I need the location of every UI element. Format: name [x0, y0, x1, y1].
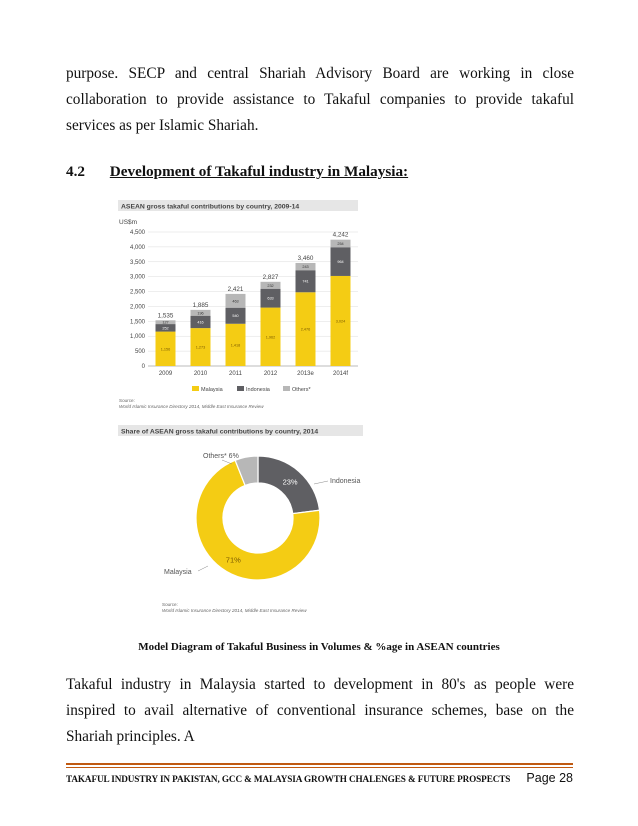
section-title: Development of Takaful industry in Malaysia:: [109, 163, 409, 180]
bar-y-tick-label: 3,000: [129, 274, 145, 281]
bar-chart-ylabel: US$m: [119, 219, 138, 226]
legend-swatch-indonesia: [237, 386, 244, 391]
intro-paragraph: purpose. SECP and central Shariah Advisory Board are working in close collaboration to provide assistance to Takaful companies to provide takaful services as per Islamic Shariah.: [66, 65, 574, 134]
bar-value-label: 540: [232, 314, 239, 319]
footer-rule-thin: [66, 767, 573, 768]
bar-total-label: 4,242: [332, 231, 349, 239]
bar-value-label: 243: [302, 265, 309, 270]
bar-value-label: 416: [197, 320, 204, 325]
body-paragraph: Takaful industry in Malaysia started to development in 80's as people were inspired to avail alternative of conventional insurance schemes, base on the Shariah principles. A: [66, 676, 574, 745]
bar-value-label: 2,476: [300, 327, 311, 332]
bar-value-label: 1,156: [160, 347, 171, 352]
section-heading: [66, 163, 408, 181]
bar-y-tick-label: 3,500: [129, 259, 145, 266]
legend-label-indonesia: Indonesia: [246, 387, 270, 393]
bar-value-label: 1,273: [195, 345, 206, 350]
bar-value-label: 741: [302, 279, 309, 284]
bar-total-label: 2,421: [227, 285, 244, 293]
bar-value-label: 254: [337, 241, 344, 246]
legend-label-malaysia: Malaysia: [201, 387, 223, 393]
bar-chart-source-text: World Islamic Insurance Directory 2014, Middle East Insurance Review: [119, 404, 264, 409]
bar-x-tick-label: 2009: [158, 371, 173, 377]
legend-swatch-malaysia: [192, 386, 199, 391]
bar-value-label: 463: [232, 299, 239, 304]
donut-chart-source-text: World Islamic Insurance Directory 2014, Middle East Insurance Review: [162, 608, 307, 613]
bar-y-tick-label: 1,000: [129, 334, 145, 341]
bar-value-label: 252: [162, 326, 169, 331]
bar-value-label: 127: [162, 320, 169, 325]
donut-slice-label: 23%: [282, 477, 298, 487]
bar-y-tick-label: 4,000: [129, 244, 145, 251]
bar-value-label: 964: [337, 260, 344, 265]
bar-value-label: 1,418: [230, 343, 241, 348]
bar-value-label: 3,024: [335, 319, 346, 324]
bar-x-tick-label: 2011: [229, 371, 242, 377]
bar-x-tick-label: 2010: [193, 371, 208, 377]
bar-value-label: 196: [197, 311, 204, 316]
bar-chart-title: ASEAN gross takaful contributions by country, 2009-14: [121, 203, 300, 211]
bar-x-tick-label: 2014f: [332, 371, 349, 377]
page-number: Page 28: [526, 771, 573, 785]
bar-x-tick-label: 2013e: [297, 371, 314, 377]
footer-title: TAKAFUL INDUSTRY IN PAKISTAN, GCC & MALAYSIA GROWTH CHALENGES & FUTURE PROSPECTS: [66, 774, 511, 784]
donut-label-malaysia: Malaysia: [164, 569, 192, 576]
donut-leader-indonesia: [314, 481, 328, 484]
bar-y-tick-label: 0: [141, 364, 145, 370]
bar-y-tick-label: 4,500: [129, 230, 145, 236]
takaful-figure-svg: [118, 196, 378, 621]
legend-label-others: Others*: [292, 387, 311, 393]
bar-x-tick-label: 2012: [263, 371, 278, 377]
bar-total-label: 1,885: [192, 301, 209, 309]
donut-chart-source-label: Source:: [162, 602, 178, 607]
donut-label-indonesia: Indonesia: [330, 478, 361, 485]
legend-swatch-others: [283, 386, 290, 391]
donut-label-others: Others* 6%: [203, 453, 239, 460]
bar-y-tick-label: 2,500: [129, 289, 145, 296]
footer-rule: [66, 763, 573, 765]
donut-slice-label: 71%: [225, 555, 241, 565]
donut-chart-title: Share of ASEAN gross takaful contributions by country, 2014: [121, 428, 319, 436]
donut-leader-malaysia: [198, 566, 208, 571]
bar-total-label: 1,535: [157, 312, 174, 320]
bar-total-label: 2,827: [262, 273, 279, 281]
bar-y-tick-label: 2,000: [129, 304, 145, 311]
bar-y-tick-label: 500: [134, 349, 145, 356]
bar-value-label: 633: [267, 296, 274, 301]
bar-chart-source-label: Source:: [119, 398, 135, 403]
bar-value-label: 232: [267, 283, 274, 288]
bar-value-label: 1,962: [265, 335, 276, 340]
bar-total-label: 3,460: [297, 254, 314, 262]
section-number: 4.2: [66, 163, 85, 180]
takaful-figure: [118, 196, 378, 621]
bar-y-tick-label: 1,500: [129, 319, 145, 326]
figure-caption: Model Diagram of Takaful Business in Volumes & %age in ASEAN countries: [138, 641, 500, 653]
